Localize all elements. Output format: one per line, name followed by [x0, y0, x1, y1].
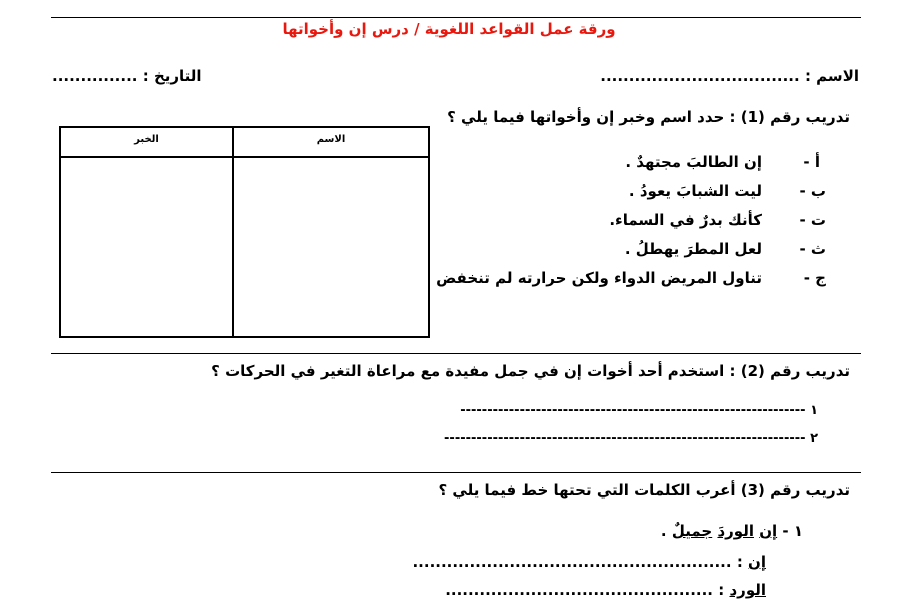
underlined-word-alward: الوردَ	[717, 522, 754, 540]
underlined-word-jamil: جميلٌ	[671, 522, 713, 540]
line-number: ٢	[810, 431, 818, 446]
item-text: ليت الشبابَ يعودُ .	[628, 182, 762, 200]
parse-answer	[445, 581, 766, 599]
table-divider-horizontal	[61, 156, 428, 158]
parse-dots: ...............................................	[445, 581, 714, 599]
list-item	[799, 211, 826, 229]
name-blank: ...................................	[600, 67, 800, 85]
line-number: ١	[810, 403, 818, 418]
date-field	[52, 67, 202, 85]
parse-sentence	[661, 522, 803, 540]
list-item	[799, 240, 826, 258]
parse-answer	[412, 553, 766, 571]
item-letter: ج -	[803, 269, 826, 287]
answer-line	[460, 403, 818, 418]
answer-table	[59, 126, 430, 338]
sentence-number: ١ -	[782, 522, 803, 540]
item-letter: ث -	[799, 240, 826, 258]
item-letter: ب -	[799, 182, 826, 200]
list-item	[436, 269, 762, 287]
answer-line	[444, 431, 818, 446]
exercise1-heading: تدريب رقم (1) : حدد اسم وخبر إن وأخواتها فيما يلي ؟	[447, 108, 850, 126]
item-letter: أ -	[803, 153, 820, 171]
list-item	[609, 211, 762, 229]
list-item	[804, 269, 826, 287]
list-item	[625, 240, 762, 258]
list-item	[625, 153, 762, 171]
parse-dots: ........................................................	[412, 553, 732, 571]
parse-colon: :	[718, 581, 730, 599]
table-divider-vertical	[232, 128, 234, 336]
item-text: تناول المريض الدواء ولكن حرارته لم تنخفض	[436, 269, 762, 287]
parse-colon: :	[736, 553, 749, 571]
top-rule	[51, 17, 861, 18]
sentence-end: .	[660, 522, 672, 540]
table-header-khabar: الخبر	[134, 134, 159, 145]
line-dashes: ----------------------------------------------------------------	[460, 403, 806, 418]
list-item	[629, 182, 762, 200]
item-letter: ت -	[799, 211, 826, 229]
item-text: لعل المطرَ يهطلُ .	[624, 240, 762, 258]
name-field	[600, 67, 859, 85]
item-text: إن الطالبَ مجتهدٌ .	[625, 153, 762, 171]
line-dashes: -------------------------------------------------------------------	[444, 431, 806, 446]
page-title: ورقة عمل القواعد اللغوية / درس إن وأخواتها	[282, 20, 616, 38]
section-divider	[51, 353, 861, 354]
exercise2-heading: تدريب رقم (2) : استخدم أحد أخوات إن في جمل مفيدة مع مراعاة التغير في الحركات ؟	[211, 362, 850, 380]
section-divider	[51, 472, 861, 473]
exercise3-heading: تدريب رقم (3) أعرب الكلمات التي تحتها خط فيما يلي ؟	[438, 481, 850, 499]
parse-word: الورد	[729, 581, 766, 599]
list-item	[799, 182, 826, 200]
table-header-ism: الاسم	[316, 134, 346, 145]
name-label: الاسم :	[804, 67, 859, 85]
date-blank: ...............	[52, 67, 138, 85]
list-item	[803, 153, 820, 171]
item-text: كأنك بدرٌ في السماء.	[609, 211, 762, 229]
underlined-word-inna: إن	[759, 522, 778, 540]
parse-word: إن	[748, 553, 766, 571]
date-label: التاريخ :	[142, 67, 202, 85]
